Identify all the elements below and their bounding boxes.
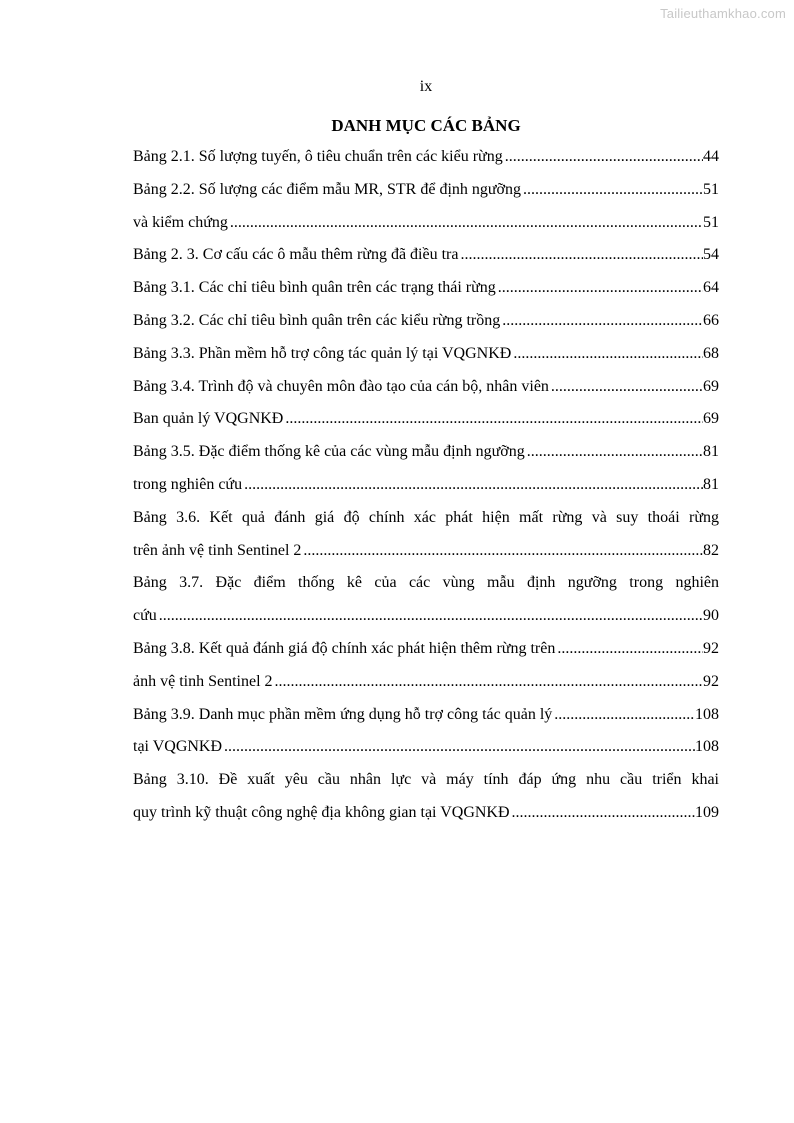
list-item[interactable] xyxy=(133,666,719,699)
entry-page: 90 xyxy=(703,607,719,625)
entry-text: Bảng 3.1. Các chỉ tiêu bình quân trên các trạng thái rừng xyxy=(133,279,496,297)
entry-page: 69 xyxy=(703,410,719,428)
entry-text: trong nghiên cứu xyxy=(133,475,243,493)
list-item[interactable] xyxy=(133,699,719,732)
list-item[interactable] xyxy=(133,174,719,207)
list-item[interactable] xyxy=(133,469,719,502)
list-item[interactable] xyxy=(133,207,719,240)
dot-leader xyxy=(228,207,703,240)
entry-page: 92 xyxy=(703,639,719,657)
dot-leader xyxy=(301,535,703,568)
entry-text: Bảng 2.2. Số lượng các điểm mẫu MR, STR để định ngưỡng xyxy=(133,180,522,198)
list-item[interactable] xyxy=(133,338,719,371)
dot-leader xyxy=(273,666,703,699)
page-number: ix xyxy=(419,78,433,95)
list-item[interactable] xyxy=(133,731,719,764)
dot-leader xyxy=(503,141,703,174)
entry-page: 51 xyxy=(703,180,719,198)
list-item[interactable] xyxy=(133,371,719,404)
entry-text: Ban quản lý VQGNKĐ xyxy=(133,410,284,428)
list-item[interactable] xyxy=(133,535,719,568)
entry-page: 81 xyxy=(703,475,719,493)
entry-text: Bảng 3.6. Kết quả đánh giá độ chính xác phát hiện mất rừng và suy thoái rừng xyxy=(133,508,719,526)
page-title: DANH MỤC CÁC BẢNG xyxy=(331,116,521,135)
dot-leader xyxy=(242,469,703,502)
dot-leader xyxy=(510,797,695,830)
list-item[interactable] xyxy=(133,502,719,535)
dot-leader xyxy=(500,305,703,338)
dot-leader xyxy=(222,731,695,764)
dot-leader xyxy=(458,239,703,272)
list-item[interactable] xyxy=(133,797,719,830)
entry-text: Bảng 3.10. Đề xuất yêu cầu nhân lực và máy tính đáp ứng nhu cầu triển khai xyxy=(133,771,719,789)
entry-text: cứu xyxy=(133,607,157,625)
entry-text: Bảng 3.4. Trình độ và chuyên môn đào tạo của cán bộ, nhân viên xyxy=(133,377,549,395)
list-item[interactable] xyxy=(133,305,719,338)
entry-text: tại VQGNKĐ xyxy=(133,738,223,756)
entry-page: 82 xyxy=(703,541,719,559)
entry-text: Bảng 3.7. Đặc điểm thống kê của các vùng mẫu định ngưỡng trong nghiên xyxy=(133,574,719,592)
entry-page: 66 xyxy=(703,311,719,329)
entry-page: 54 xyxy=(703,246,719,264)
entry-text: trên ảnh vệ tinh Sentinel 2 xyxy=(133,541,302,559)
entry-text: Bảng 3.3. Phần mềm hỗ trợ công tác quản lý tại VQGNKĐ xyxy=(133,344,512,362)
watermark: Tailieuthamkhao.com xyxy=(660,6,786,21)
entry-text: Bảng 3.5. Đặc điểm thống kê của các vùng mẫu định ngưỡng xyxy=(133,443,525,461)
entry-page: 69 xyxy=(703,377,719,395)
entry-text: Bảng 2.1. Số lượng tuyến, ô tiêu chuẩn trên các kiểu rừng xyxy=(133,148,503,165)
entry-page: 68 xyxy=(703,344,719,362)
dot-leader xyxy=(511,338,703,371)
dot-leader xyxy=(555,633,703,666)
entry-text: Bảng 3.2. Các chỉ tiêu bình quân trên các kiểu rừng trồng xyxy=(133,311,501,329)
list-item[interactable] xyxy=(133,141,719,174)
entry-page: 108 xyxy=(695,705,719,723)
entry-text: ảnh vệ tinh Sentinel 2 xyxy=(133,672,273,690)
list-item[interactable] xyxy=(133,403,719,436)
entry-page: 64 xyxy=(703,279,719,297)
list-item[interactable] xyxy=(133,633,719,666)
entry-text: Bảng 3.8. Kết quả đánh giá độ chính xác phát hiện thêm rừng trên xyxy=(133,639,556,657)
entry-page: 109 xyxy=(695,803,719,821)
entry-page: 44 xyxy=(703,148,719,165)
list-item[interactable] xyxy=(133,272,719,305)
dot-leader xyxy=(525,436,703,469)
entry-text: và kiểm chứng xyxy=(133,213,228,231)
list-item[interactable] xyxy=(133,436,719,469)
list-item[interactable] xyxy=(133,567,719,600)
dot-leader xyxy=(552,699,695,732)
entry-text: Bảng 3.9. Danh mục phần mềm ứng dụng hỗ trợ công tác quản lý xyxy=(133,705,553,723)
list-item[interactable] xyxy=(133,600,719,633)
table-list xyxy=(133,141,719,830)
dot-leader xyxy=(496,272,703,305)
entry-page: 108 xyxy=(695,738,719,756)
list-item[interactable] xyxy=(133,239,719,272)
dot-leader xyxy=(157,600,703,633)
dot-leader xyxy=(283,403,703,436)
dot-leader xyxy=(521,174,703,207)
entry-text: quy trình kỹ thuật công nghệ địa không gian tại VQGNKĐ xyxy=(133,803,510,821)
dot-leader xyxy=(549,371,703,404)
entry-text: Bảng 2. 3. Cơ cấu các ô mẫu thêm rừng đã điều tra xyxy=(133,246,459,264)
entry-page: 81 xyxy=(703,443,719,461)
entry-page: 92 xyxy=(703,672,719,690)
entry-page: 51 xyxy=(703,213,719,231)
list-item[interactable] xyxy=(133,764,719,797)
